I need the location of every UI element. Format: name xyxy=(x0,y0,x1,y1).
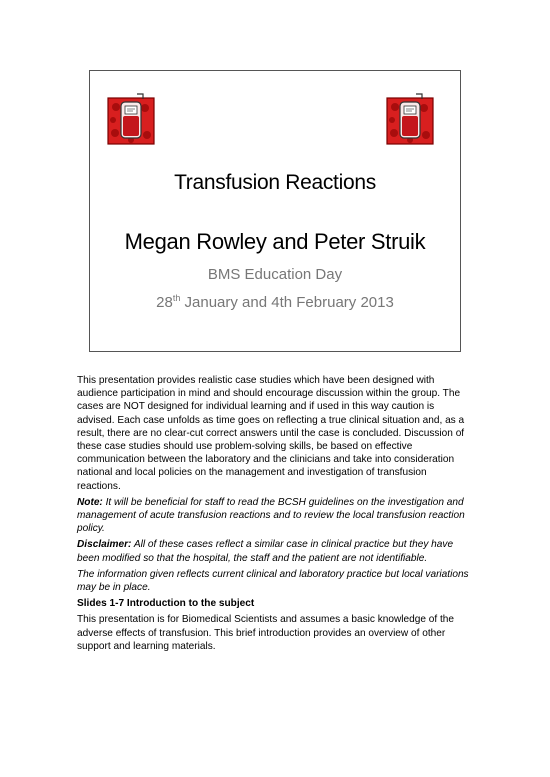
section-text: This presentation is for Biomedical Scientists and assumes a basic knowledge of the adverse effects of transfusion. This brief introduction provides an overview of other support and learning materials. xyxy=(77,614,455,652)
blood-bag-icon xyxy=(386,93,434,145)
slide-event: BMS Education Day xyxy=(207,266,343,283)
dates-rest: January and 4th February 2013 xyxy=(180,294,394,311)
document-body xyxy=(77,374,473,656)
blood-bag-icon xyxy=(107,93,155,145)
slide-authors: Megan Rowley and Peter Struik xyxy=(124,229,426,254)
disclaimer-label: Disclaimer: xyxy=(77,539,132,551)
intro-paragraph: This presentation provides realistic case studies which have been designed with audience participation in mind and should encourage discussion within the group. The cases are NOT designed for individual learning and if used in this way caution is advised. Each case unfolds as time goes on reflecting a true clinical situation and, as a result, there are no clear-cut correct answers until the case is concluded. Discussion of these case studies should use problem-solving skills, be based on effective communication between the laboratory and the clinicians and take into consideration national and local policies on the management and investigation of transfusion reactions. xyxy=(77,375,465,492)
dates-day: 28 xyxy=(156,294,173,311)
info-paragraph: The information given reflects current clinical and laboratory practice but local variations may be in place. xyxy=(77,568,469,594)
slide-title: Transfusion Reactions xyxy=(174,171,376,194)
note-text: It will be beneficial for staff to read the BCSH guidelines on the investigation and management of acute transfusion reactions and to review the local transfusion reaction policy. xyxy=(77,496,465,535)
note-label: Note: xyxy=(77,496,103,508)
section-heading: Slides 1-7 Introduction to the subject xyxy=(77,598,255,610)
disclaimer-paragraph xyxy=(77,538,473,564)
title-slide xyxy=(89,70,461,352)
slide-dates xyxy=(90,293,460,311)
note-paragraph xyxy=(77,496,473,536)
disclaimer-text: All of these cases reflect a similar case in clinical practice but they have been modified so that the hospital, the staff and the patient are not identifiable. xyxy=(77,539,454,564)
dates-ordinal: th xyxy=(172,293,181,303)
